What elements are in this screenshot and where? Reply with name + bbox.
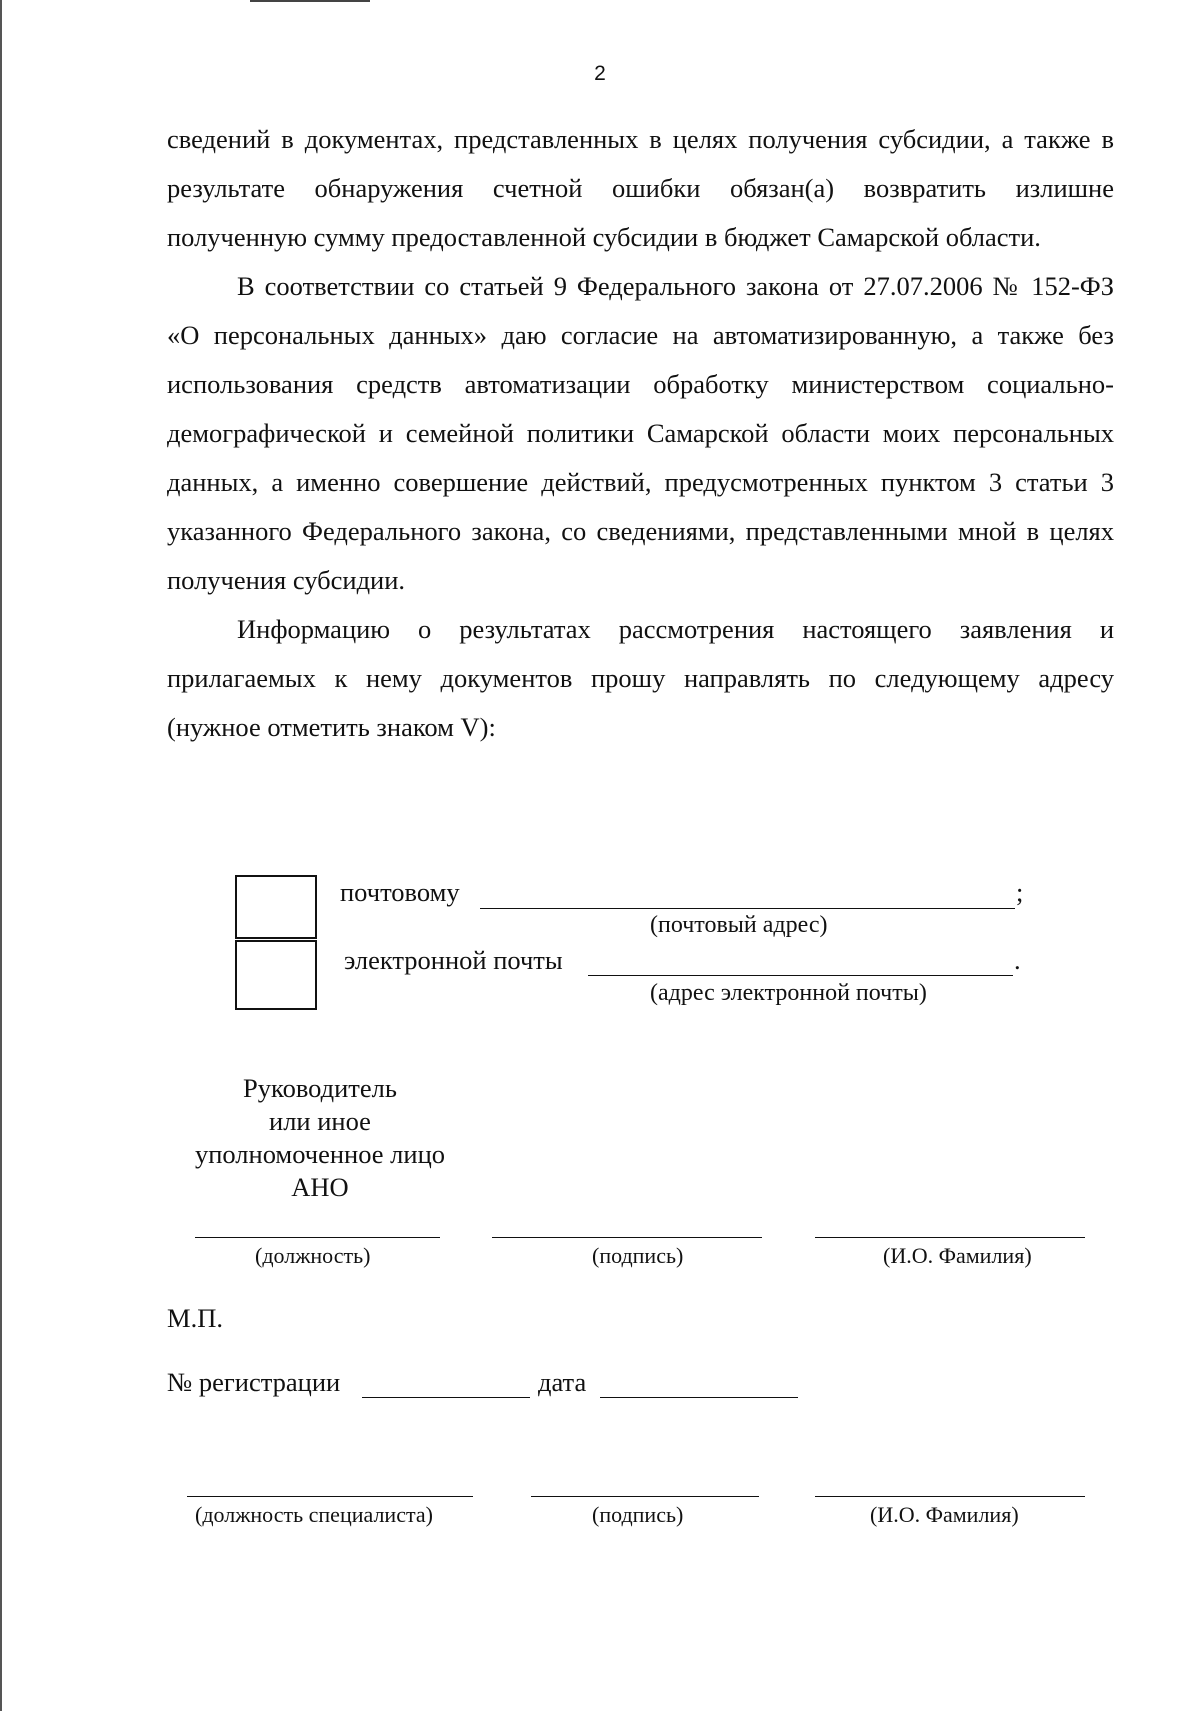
email-address-caption: (адрес электронной почты) [650,980,927,1006]
signatory-name-caption: (И.О. Фамилия) [883,1243,1032,1268]
specialist-name-line[interactable] [815,1496,1085,1497]
signatory-signature-line[interactable] [492,1237,762,1238]
document-body [167,115,1114,752]
registration-number-label: № регистрации [167,1367,341,1397]
postal-address-line[interactable] [480,908,1015,909]
email-line-end: . [1014,945,1021,975]
paragraph-result-delivery: Информацию о результатах рассмотрения настоящего заявления и прилагаемых к нему документов прошу направлять по следующему адресу (нужное отметить знаком V): [167,614,1114,742]
specialist-signature-caption: (подпись) [592,1502,684,1527]
paragraph-personal-data-consent: В соответствии со статьей 9 Федерального закона от 27.07.2006 № 152-ФЗ «О персональных данных» даю согласие на автоматизированную, а также без использования средств автоматизации обработку министерством социально-демографической и семейной политики Самарской области моих персональных данных, а именно совершение действий, предусмотренных пунктом 3 статьи 3 указанного Федерального закона, со сведениями, представленными мной в целях получения субсидии. [167,271,1114,595]
postal-address-caption: (почтовый адрес) [650,912,828,938]
scan-edge-line [0,0,2,1711]
scan-top-line [250,0,370,2]
postal-option-label: почтовому [340,877,460,907]
email-address-line[interactable] [588,975,1013,976]
specialist-position-line[interactable] [187,1496,473,1497]
specialist-name-caption: (И.О. Фамилия) [870,1502,1019,1527]
signatory-role [160,1072,480,1204]
signatory-role-line: АНО [291,1172,349,1202]
signatory-name-line[interactable] [815,1237,1085,1238]
page-number: 2 [594,62,606,85]
signatory-signature-caption: (подпись) [592,1243,684,1268]
paragraph-continuation: сведений в документах, представленных в целях получения субсидии, а также в результате обнаружения счетной ошибки обязан(а) возвратить излишне полученную сумму предоставленной субсидии в бюджет Самарской области. [167,124,1114,252]
signatory-role-line: Руководитель [243,1073,397,1103]
registration-date-label: дата [538,1367,587,1397]
postal-checkbox[interactable] [235,875,317,939]
signatory-position-caption: (должность) [255,1243,371,1268]
registration-date-line[interactable] [600,1397,798,1398]
stamp-label: М.П. [167,1303,223,1333]
signatory-position-line[interactable] [195,1237,440,1238]
signatory-role-line: уполномоченное лицо [194,1139,446,1169]
email-option-label: электронной почты [344,945,563,975]
specialist-position-caption: (должность специалиста) [195,1502,433,1527]
signatory-role-line: или иное [269,1106,371,1136]
registration-number-line[interactable] [362,1397,530,1398]
postal-line-end: ; [1016,877,1024,907]
email-checkbox[interactable] [235,940,317,1010]
specialist-signature-line[interactable] [531,1496,759,1497]
